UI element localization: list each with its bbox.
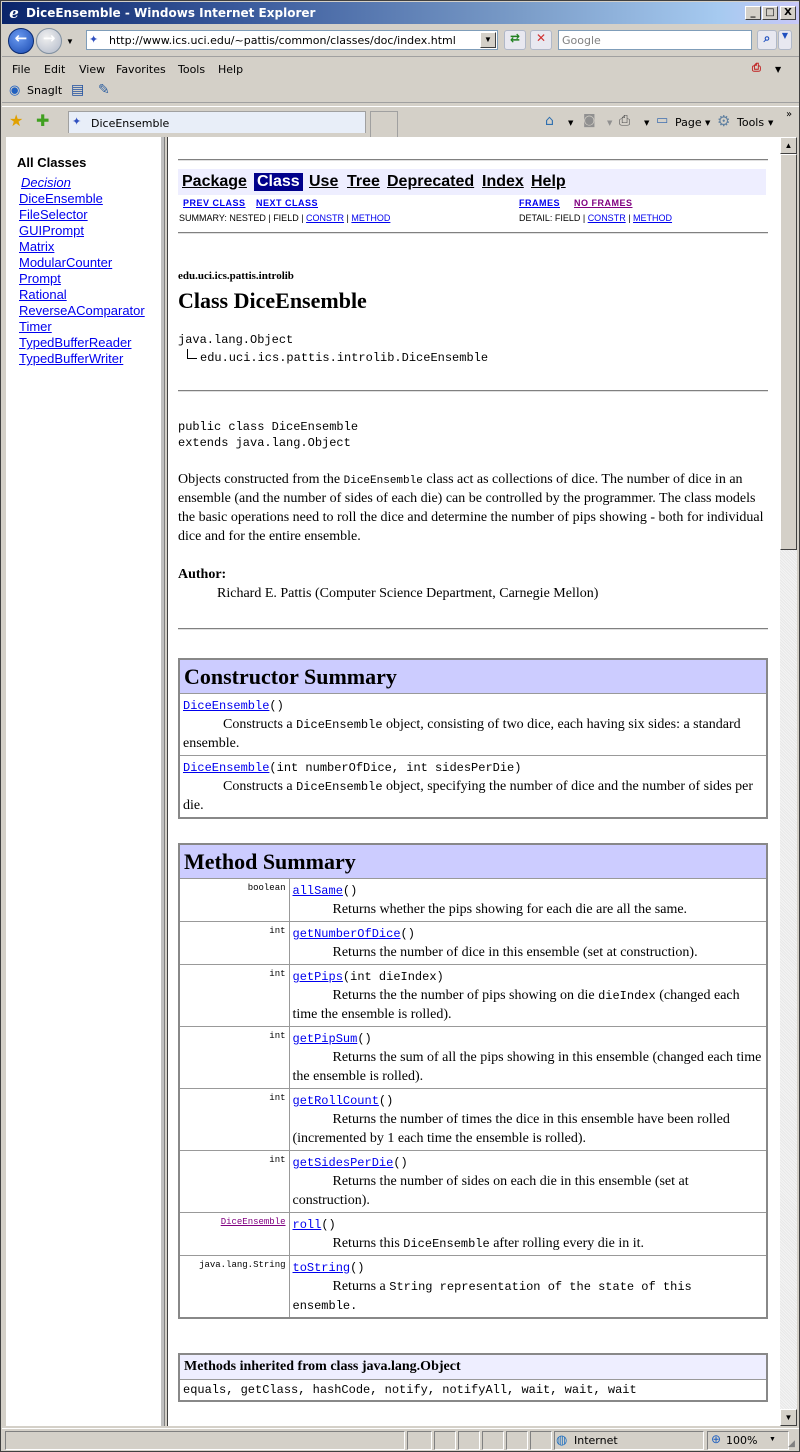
menu-view[interactable]: View [79,63,106,76]
nav-use[interactable]: Use [309,173,339,190]
divider [178,159,768,161]
class-link[interactable]: TypedBufferReader [19,335,132,350]
stop-button[interactable]: ✕ [530,30,552,50]
desc-text: Returns the number of sides on each die in this ensemble (set at construction). [292,1174,689,1208]
method-cell [289,879,767,922]
method-desc [293,1279,692,1313]
menu-file[interactable]: File [12,63,31,76]
constructor-desc [183,717,741,751]
home-icon[interactable]: ⌂ [545,113,554,129]
constructor-params: (int numberOfDice, int sidesPerDie) [269,761,522,775]
detail-links [519,213,672,223]
desc-text: class act as collections of dice. The number of dice in an ensemble (and the number of sides of each die) can be controlled by the programmer. The class models the basic operations need to roll the dice and determine the number of pips showing - both for individual dice and for the entire ensemble. [178,472,764,544]
tools-gear-icon[interactable]: ⚙ [717,112,731,130]
hierarchy-child [187,349,488,365]
class-declaration: public class DiceEnsemble [178,420,359,434]
minimize-button[interactable]: _ [745,6,761,20]
tools-menu-button[interactable]: Tools [737,116,765,129]
add-favorites-icon[interactable]: ✚ [36,111,50,130]
zoom-level[interactable]: 100% [726,1434,758,1447]
title-bar [2,2,799,24]
package-name: edu.uci.ics.pattis.introlib [178,270,294,282]
vertical-scrollbar[interactable] [780,137,797,1426]
scroll-up-icon[interactable]: ▲ [780,137,797,154]
return-type-cell [179,922,289,965]
method-params: () [357,1032,372,1046]
search-placeholder: Google [562,34,601,47]
print-icon[interactable]: ⎙ [619,113,631,129]
return-type: int [269,1031,286,1041]
return-type: boolean [247,883,286,893]
constructor-row [179,694,767,756]
feeds-dropdown-icon[interactable]: ▼ [607,119,613,127]
method-row [179,879,767,922]
method-link[interactable]: allSame [292,884,343,898]
constructor-summary-heading: Constructor Summary [179,659,767,694]
desc-text: Returns the the number of pips showing on die [332,988,599,1003]
class-link[interactable]: Decision [21,175,71,190]
method-link[interactable]: getRollCount [292,1094,379,1108]
tab-bar [2,106,799,136]
frames-link[interactable]: FRAMES [519,198,560,208]
tab-favicon-icon: ✦ [72,115,82,128]
nav-deprecated[interactable]: Deprecated [387,173,475,190]
snagit-capture-icon[interactable]: ✎ [98,82,110,98]
return-type-cell [179,879,289,922]
method-desc [293,1050,762,1084]
return-type-cell [179,965,289,1027]
return-type-cell [179,1256,289,1319]
class-list-item [19,287,145,303]
return-type: int [269,926,286,936]
divider [178,390,768,392]
class-link[interactable]: TypedBufferWriter [19,351,124,366]
chevron-more-icon[interactable]: » [786,109,793,120]
method-desc [293,1112,730,1146]
method-link[interactable]: toString [292,1261,351,1275]
method-desc [293,902,688,917]
method-row [179,1213,767,1256]
desc-text: Returns the sum of all the pips showing in this ensemble (changed each time the ensemble is rolled). [292,1050,762,1084]
pdf-convert-icon[interactable]: ⎙ [752,61,761,74]
method-params: () [342,884,358,898]
nav-class: Class [254,173,303,191]
globe-icon: ◍ [556,1432,568,1447]
method-params: () [393,1156,408,1170]
refresh-button[interactable]: ⇄ [504,30,526,50]
detail-prefix: DETAIL: FIELD | [519,213,588,223]
class-list-item [19,351,145,367]
method-cell [289,965,767,1027]
method-summary-heading: Method Summary [179,844,767,879]
return-type: int [269,1155,286,1165]
constructor-desc [183,779,753,813]
detail-constr-link[interactable]: CONSTR [587,213,626,223]
nav-help[interactable]: Help [531,173,566,190]
method-cell [289,1256,767,1319]
menu-help[interactable]: Help [218,63,244,76]
status-pane [482,1431,504,1450]
prev-class-link[interactable]: PREV CLASS [183,198,246,208]
desc-code: DiceEnsemble [343,475,423,487]
class-list-item [19,207,145,223]
method-desc [293,988,740,1022]
page-menu-button[interactable]: Page [675,116,702,129]
search-options-dropdown-icon[interactable]: ▼ [778,30,792,50]
inherited-heading: Methods inherited from class java.lang.Object [179,1354,767,1380]
method-row [179,1089,767,1151]
hierarchy-root: java.lang.Object [178,333,294,347]
favorites-star-icon[interactable]: ★ [9,111,24,130]
method-cell [289,1027,767,1089]
class-list-item [19,239,145,255]
desc-code: dieIndex [598,989,656,1003]
method-link[interactable]: getPips [292,970,343,984]
method-row [179,922,767,965]
desc-code: DiceEnsemble [296,780,383,794]
method-desc [293,945,698,960]
summary-separator: | [344,213,352,223]
menu-favorites[interactable]: Favorites [116,63,166,76]
class-description [178,470,768,546]
zoom-magnifier-icon[interactable]: ⊕ [711,1432,722,1446]
summary-constr-link[interactable]: CONSTR [306,213,345,223]
method-params: () [350,1261,365,1275]
page-dropdown-icon[interactable]: ▼ [705,119,711,127]
class-list-item [19,255,145,271]
desc-text: Returns the number of dice in this ensemble (set at construction). [332,945,698,960]
hierarchy-child-name: edu.uci.ics.pattis.introlib.DiceEnsemble [200,351,489,365]
nav-index[interactable]: Index [482,173,524,190]
summary-prefix: SUMMARY: NESTED | FIELD | [179,213,307,223]
no-frames-link[interactable]: NO FRAMES [574,198,633,208]
desc-text: Returns this [332,1236,404,1251]
feeds-icon[interactable]: ◙ [583,113,596,128]
scroll-down-icon[interactable]: ▼ [780,1409,797,1426]
class-list-frame [6,137,164,1426]
method-params: () [400,927,415,941]
desc-code: DiceEnsemble [296,718,383,732]
constructor-link[interactable]: DiceEnsemble [183,761,270,775]
maximize-button[interactable]: □ [762,6,778,20]
method-summary-table [178,843,768,1319]
snagit-icon[interactable]: ◉ [9,83,21,98]
address-dropdown-icon[interactable]: ▼ [480,32,496,48]
address-toolbar [2,25,799,57]
class-link[interactable]: DiceEnsemble [19,191,103,206]
method-row [179,1256,767,1319]
search-input[interactable] [558,30,752,50]
menu-bar [2,59,799,81]
tab-label: DiceEnsemble [91,117,170,130]
method-desc [293,1174,689,1208]
class-doc-frame [168,137,780,1426]
desc-text: Constructs a [223,779,297,794]
constructor-summary-table [178,658,768,819]
pdf-dropdown-icon[interactable]: ▼ [775,65,782,74]
doc-navbar [178,169,766,195]
inherited-methods-list: equals, getClass, hashCode, notify, notifyAll, wait, wait, wait [179,1380,767,1402]
detail-method-link[interactable]: METHOD [633,213,673,223]
class-link[interactable]: Timer [19,319,52,334]
all-classes-heading: All Classes [17,155,87,170]
ie-logo-icon: e [9,4,19,22]
class-list-item [19,175,145,191]
return-type-cell [179,1213,289,1256]
status-text-pane [5,1431,405,1450]
tools-dropdown-icon[interactable]: ▼ [768,119,774,127]
desc-text: Constructs a [223,717,297,732]
return-type-cell [179,1027,289,1089]
desc-text: Objects constructed from the [178,472,344,487]
snagit-window-icon[interactable]: ▤ [71,82,85,98]
desc-text: object, specifying the number of dice and the number of sides per die. [183,779,754,813]
method-row [179,1151,767,1213]
desc-text: Returns whether the pips showing for each die are all the same. [332,902,688,917]
desc-text: after rolling every die in it. [489,1236,645,1251]
class-list-item [19,303,145,319]
divider [178,232,768,234]
address-url[interactable]: http://www.ics.uci.edu/~pattis/common/classes/doc/index.html [109,34,456,47]
tree-connector-icon [187,349,197,359]
window-title: DiceEnsemble - Windows Internet Explorer [26,6,316,20]
print-dropdown-icon[interactable]: ▼ [644,119,650,127]
method-desc [293,1236,645,1251]
class-link[interactable]: FileSelector [19,207,88,222]
close-button[interactable]: X [780,6,796,20]
author-label: Author: [178,567,227,582]
site-favicon-icon: ✦ [89,34,99,46]
method-params: () [321,1218,336,1232]
class-link[interactable]: GUIPrompt [19,223,85,238]
method-params: () [378,1094,394,1108]
forward-button[interactable]: → [36,28,62,54]
method-row [179,1027,767,1089]
status-pane [530,1431,552,1450]
menu-edit[interactable]: Edit [44,63,66,76]
class-list-item [19,335,145,351]
desc-code: DiceEnsemble [403,1237,490,1251]
security-zone: Internet [574,1434,618,1447]
method-link[interactable]: getSidesPerDie [292,1156,394,1170]
status-pane [407,1431,432,1450]
desc-code: String representation of the state of this ensemble. [292,1280,692,1313]
method-row [179,965,767,1027]
back-button[interactable]: ← [8,28,34,54]
menu-tools[interactable]: Tools [178,63,206,76]
desc-text: Returns the number of times the dice in this ensemble have been rolled (incremented by 1 each time the ensemble is rolled). [292,1112,730,1146]
method-params: (int dieIndex) [342,970,444,984]
method-link[interactable]: roll [292,1218,322,1232]
class-list-item [19,271,145,287]
desc-text: object, consisting of two dice, each having six sides: a standard ensemble. [183,717,741,751]
inherited-methods-table [178,1353,768,1402]
return-type-cell [179,1089,289,1151]
class-list [19,175,145,367]
snagit-button[interactable]: SnagIt [27,84,63,97]
method-link[interactable]: getNumberOfDice [292,927,401,941]
status-pane [506,1431,528,1450]
method-cell [289,1213,767,1256]
method-cell [289,1089,767,1151]
class-title: Class DiceEnsemble [178,288,367,313]
class-link[interactable]: Prompt [19,271,61,286]
class-list-item [19,191,145,207]
class-list-item [19,223,145,239]
status-pane [458,1431,480,1450]
scrollbar-thumb[interactable] [780,154,797,550]
class-link[interactable]: Matrix [19,239,55,254]
search-button[interactable]: ⌕ [757,30,777,50]
detail-separator: | [625,213,634,223]
zoom-dropdown-icon[interactable]: ▼ [769,1436,776,1443]
summary-method-link[interactable]: METHOD [351,213,391,223]
return-type: int [269,1093,286,1103]
return-type: java.lang.String [199,1260,286,1270]
method-link[interactable]: getPipSum [292,1032,358,1046]
links-toolbar [2,81,799,103]
tab-diceensemble[interactable] [68,111,366,133]
home-dropdown-icon[interactable]: ▼ [568,119,574,127]
return-type: int [269,969,286,979]
constructor-link[interactable]: DiceEnsemble [183,699,270,713]
status-pane [434,1431,456,1450]
class-link[interactable]: ReverseAComparator [19,303,145,318]
class-link[interactable]: ModularCounter [19,255,113,270]
return-type-cell [179,1151,289,1213]
class-list-item [19,319,145,335]
address-field[interactable] [86,30,498,50]
constructor-params: () [269,699,284,713]
page-icon[interactable]: ▭ [656,113,669,128]
constructor-cell [179,756,767,819]
new-tab-button[interactable] [370,111,398,137]
summary-links [179,213,390,223]
method-cell [289,922,767,965]
method-cell [289,1151,767,1213]
nav-package[interactable]: Package [182,173,247,190]
status-bar [2,1428,799,1451]
divider [178,628,768,630]
desc-text: (changed each time the ensemble is rolled). [292,988,740,1022]
author-name: Richard E. Pattis (Computer Science Department, Carnegie Mellon) [217,586,599,601]
return-type-link[interactable]: DiceEnsemble [220,1217,286,1227]
next-class-link[interactable]: NEXT CLASS [256,198,319,208]
class-link[interactable]: Rational [19,287,67,302]
constructor-cell [179,694,767,756]
desc-text: Returns a [332,1279,390,1294]
resize-grip-icon[interactable]: ◢ [788,1438,795,1448]
recent-pages-dropdown-icon[interactable]: ▼ [66,37,74,46]
nav-tree[interactable]: Tree [347,173,380,190]
constructor-row [179,756,767,819]
class-extends: extends java.lang.Object [178,436,351,450]
